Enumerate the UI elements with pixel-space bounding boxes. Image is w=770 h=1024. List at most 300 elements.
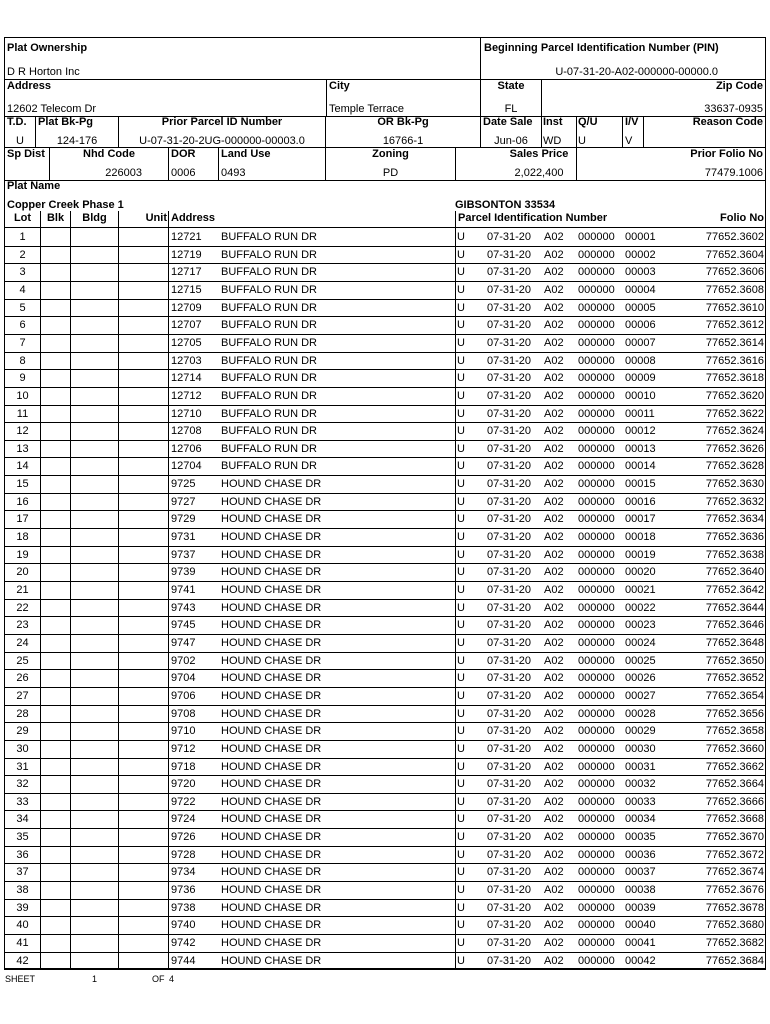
lot-cell: 20 [16, 566, 29, 578]
folio-cell: 77652.3626 [705, 443, 764, 455]
pin-section-cell: 07-31-20 [487, 584, 532, 596]
inst-label: Inst [543, 116, 563, 128]
land-use-label: Land Use [221, 148, 271, 160]
street-number-cell: 12717 [171, 266, 202, 278]
street-number-cell: 9745 [171, 619, 196, 631]
td-cell: U [457, 408, 465, 420]
street-name-cell: HOUND CHASE DR [221, 866, 322, 878]
street-number-cell: 9734 [171, 866, 196, 878]
td-cell: U [457, 796, 465, 808]
street-number-cell: 12704 [171, 460, 202, 472]
folio-cell: 77652.3608 [705, 284, 764, 296]
td-cell: U [457, 849, 465, 861]
col-blk-header: Blk [46, 212, 65, 224]
td-cell: U [457, 725, 465, 737]
pin-code-cell: A02 [544, 849, 564, 861]
pin-lot-cell: 00021 [625, 584, 656, 596]
street-name-cell: BUFFALO RUN DR [221, 231, 317, 243]
pin-lot-cell: 00029 [625, 725, 656, 737]
folio-cell: 77652.3664 [705, 778, 764, 790]
street-name-cell: HOUND CHASE DR [221, 672, 322, 684]
street-number-cell: 9712 [171, 743, 196, 755]
row-rule [4, 528, 766, 529]
pin-lot-cell: 00025 [625, 655, 656, 667]
lot-cell: 41 [16, 937, 29, 949]
row-rule [4, 316, 766, 317]
plat-ownership-label: Plat Ownership [7, 42, 88, 54]
pin-section-cell: 07-31-20 [487, 884, 532, 896]
street-name-cell: HOUND CHASE DR [221, 813, 322, 825]
pin-block-cell: 000000 [578, 408, 615, 420]
row-rule [4, 299, 766, 300]
pin-block-cell: 000000 [578, 302, 615, 314]
pin-code-cell: A02 [544, 708, 564, 720]
street-number-cell: 12714 [171, 372, 202, 384]
street-name-cell: HOUND CHASE DR [221, 531, 322, 543]
prior-parcel-value: U-07-31-20-2UG-000000-00003.0 [139, 135, 305, 147]
street-number-cell: 9744 [171, 955, 196, 967]
row-rule [4, 652, 766, 653]
folio-cell: 77652.3646 [705, 619, 764, 631]
pin-block-cell: 000000 [578, 708, 615, 720]
city-label: City [329, 80, 350, 92]
pin-section-cell: 07-31-20 [487, 443, 532, 455]
street-name-cell: HOUND CHASE DR [221, 955, 322, 967]
col-address-header: Address [171, 212, 216, 224]
row-rule [4, 687, 766, 688]
pin-lot-cell: 00041 [625, 937, 656, 949]
pin-code-cell: A02 [544, 655, 564, 667]
pin-code-cell: A02 [544, 513, 564, 525]
pin-block-cell: 000000 [578, 761, 615, 773]
td-cell: U [457, 708, 465, 720]
qu-label: Q/U [578, 116, 598, 128]
pin-section-cell: 07-31-20 [487, 372, 532, 384]
pin-section-cell: 07-31-20 [487, 496, 532, 508]
folio-cell: 77652.3670 [705, 831, 764, 843]
pin-code-cell: A02 [544, 302, 564, 314]
pin-lot-cell: 00024 [625, 637, 656, 649]
lot-cell: 17 [16, 513, 29, 525]
street-name-cell: HOUND CHASE DR [221, 743, 322, 755]
td-cell: U [457, 761, 465, 773]
pin-lot-cell: 00012 [625, 425, 656, 437]
lot-cell: 21 [16, 584, 29, 596]
folio-cell: 77652.3614 [705, 337, 764, 349]
td-cell: U [457, 743, 465, 755]
folio-cell: 77652.3658 [705, 725, 764, 737]
row-rule [4, 581, 766, 582]
lot-cell: 3 [19, 266, 26, 278]
street-number-cell: 9706 [171, 690, 196, 702]
pin-block-cell: 000000 [578, 690, 615, 702]
pin-lot-cell: 00004 [625, 284, 656, 296]
street-number-cell: 9710 [171, 725, 196, 737]
lot-cell: 5 [19, 302, 26, 314]
pin-block-cell: 000000 [578, 319, 615, 331]
pin-block-cell: 000000 [578, 937, 615, 949]
lot-cell: 8 [19, 355, 26, 367]
pin-section-cell: 07-31-20 [487, 302, 532, 314]
lot-cell: 4 [19, 284, 26, 296]
pin-section-cell: 07-31-20 [487, 425, 532, 437]
pin-lot-cell: 00013 [625, 443, 656, 455]
prior-parcel-label: Prior Parcel ID Number [161, 116, 283, 128]
td-cell: U [457, 778, 465, 790]
lot-cell: 34 [16, 813, 29, 825]
pin-lot-cell: 00009 [625, 372, 656, 384]
pin-lot-cell: 00011 [625, 408, 655, 420]
folio-cell: 77652.3666 [705, 796, 764, 808]
pin-code-cell: A02 [544, 672, 564, 684]
row-rule [4, 775, 766, 776]
pin-code-cell: A02 [544, 619, 564, 631]
row-rule [4, 758, 766, 759]
street-number-cell: 9727 [171, 496, 196, 508]
pin-code-cell: A02 [544, 337, 564, 349]
folio-cell: 77652.3656 [705, 708, 764, 720]
address-value: 12602 Telecom Dr [7, 103, 97, 115]
td-cell: U [457, 496, 465, 508]
pin-code-cell: A02 [544, 725, 564, 737]
pin-lot-cell: 00002 [625, 249, 656, 261]
pin-code-cell: A02 [544, 355, 564, 367]
td-cell: U [457, 619, 465, 631]
pin-section-cell: 07-31-20 [487, 619, 532, 631]
plat-bkpg-label: Plat Bk-Pg [38, 116, 94, 128]
street-name-cell: HOUND CHASE DR [221, 549, 322, 561]
qu-value: U [578, 135, 586, 147]
street-name-cell: BUFFALO RUN DR [221, 337, 317, 349]
street-number-cell: 12715 [171, 284, 202, 296]
td-label: T.D. [7, 116, 27, 128]
row-rule [4, 475, 766, 476]
street-number-cell: 9738 [171, 902, 196, 914]
pin-block-cell: 000000 [578, 284, 615, 296]
folio-cell: 77652.3602 [705, 231, 764, 243]
land-use-value: 0493 [221, 167, 246, 179]
folio-cell: 77652.3612 [705, 319, 764, 331]
lot-cell: 26 [16, 672, 29, 684]
folio-cell: 77652.3642 [705, 584, 764, 596]
td-cell: U [457, 337, 465, 349]
street-name-cell: HOUND CHASE DR [221, 708, 322, 720]
dor-value: 0006 [171, 167, 196, 179]
lot-cell: 30 [16, 743, 29, 755]
pin-lot-cell: 00039 [625, 902, 656, 914]
td-cell: U [457, 866, 465, 878]
pin-block-cell: 000000 [578, 496, 615, 508]
street-number-cell: 12712 [171, 390, 202, 402]
pin-code-cell: A02 [544, 478, 564, 490]
pin-code-cell: A02 [544, 866, 564, 878]
row-rule [4, 969, 766, 970]
td-cell: U [457, 478, 465, 490]
pin-section-cell: 07-31-20 [487, 337, 532, 349]
nhd-code-label: Nhd Code [83, 148, 135, 160]
iv-label: I/V [625, 116, 639, 128]
pin-section-cell: 07-31-20 [487, 531, 532, 543]
row-rule [4, 546, 766, 547]
lot-cell: 37 [16, 866, 29, 878]
pin-lot-cell: 00017 [625, 513, 656, 525]
pin-code-cell: A02 [544, 284, 564, 296]
street-number-cell: 9720 [171, 778, 196, 790]
street-name-cell: HOUND CHASE DR [221, 849, 322, 861]
pin-section-cell: 07-31-20 [487, 955, 532, 967]
pin-block-cell: 000000 [578, 902, 615, 914]
pin-block-cell: 000000 [578, 813, 615, 825]
street-number-cell: 12709 [171, 302, 202, 314]
address-label: Address [7, 80, 52, 92]
street-number-cell: 9724 [171, 813, 196, 825]
pin-block-cell: 000000 [578, 955, 615, 967]
date-sale-value: Jun-06 [494, 135, 528, 147]
street-number-cell: 9729 [171, 513, 196, 525]
pin-block-cell: 000000 [578, 743, 615, 755]
street-number-cell: 9747 [171, 637, 196, 649]
pin-lot-cell: 00037 [625, 866, 656, 878]
row-rule [4, 846, 766, 847]
pin-code-cell: A02 [544, 460, 564, 472]
td-cell: U [457, 549, 465, 561]
lot-cell: 18 [16, 531, 29, 543]
td-cell: U [457, 231, 465, 243]
pin-lot-cell: 00028 [625, 708, 656, 720]
pin-block-cell: 000000 [578, 231, 615, 243]
lot-cell: 11 [16, 408, 29, 420]
zoning-label: Zoning [372, 148, 409, 160]
pin-block-cell: 000000 [578, 919, 615, 931]
pin-lot-cell: 00033 [625, 796, 656, 808]
nhd-code-value: 226003 [105, 167, 142, 179]
or-bkpg-value: 16766-1 [382, 135, 424, 147]
lot-cell: 22 [16, 602, 29, 614]
pin-section-cell: 07-31-20 [487, 937, 532, 949]
street-number-cell: 9725 [171, 478, 196, 490]
street-name-cell: HOUND CHASE DR [221, 496, 322, 508]
sheet-total: 4 [169, 974, 175, 984]
zip-label: Zip Code [715, 80, 763, 92]
td-cell: U [457, 390, 465, 402]
pin-code-cell: A02 [544, 443, 564, 455]
row-rule [4, 563, 766, 564]
pin-section-cell: 07-31-20 [487, 549, 532, 561]
row-rule [4, 634, 766, 635]
pin-section-cell: 07-31-20 [487, 919, 532, 931]
td-cell: U [457, 355, 465, 367]
pin-section-cell: 07-31-20 [487, 319, 532, 331]
sheet-label: SHEET [5, 974, 36, 984]
row-rule [4, 881, 766, 882]
td-cell: U [457, 302, 465, 314]
col-unit-header: Unit [145, 212, 167, 224]
row-rule [4, 457, 766, 458]
pin-block-cell: 000000 [578, 531, 615, 543]
pin-section-cell: 07-31-20 [487, 408, 532, 420]
folio-cell: 77652.3680 [705, 919, 764, 931]
folio-cell: 77652.3684 [705, 955, 764, 967]
folio-cell: 77652.3624 [705, 425, 764, 437]
plat-bkpg-value: 124-176 [56, 135, 98, 147]
pin-section-cell: 07-31-20 [487, 902, 532, 914]
pin-code-cell: A02 [544, 319, 564, 331]
pin-section-cell: 07-31-20 [487, 637, 532, 649]
lot-cell: 9 [19, 372, 26, 384]
pin-lot-cell: 00018 [625, 531, 656, 543]
col-pin-header: Parcel Identification Number [458, 212, 608, 224]
pin-section-cell: 07-31-20 [487, 672, 532, 684]
pin-code-cell: A02 [544, 408, 564, 420]
pin-code-cell: A02 [544, 690, 564, 702]
street-name-cell: BUFFALO RUN DR [221, 355, 317, 367]
td-cell: U [457, 425, 465, 437]
folio-cell: 77652.3662 [705, 761, 764, 773]
street-name-cell: BUFFALO RUN DR [221, 425, 317, 437]
pin-lot-cell: 00005 [625, 302, 656, 314]
street-number-cell: 12708 [171, 425, 202, 437]
pin-block-cell: 000000 [578, 655, 615, 667]
of-label: OF [152, 974, 165, 984]
owner-value: D R Horton Inc [7, 66, 80, 78]
lot-cell: 12 [16, 425, 29, 437]
state-label: State [497, 80, 525, 92]
td-cell: U [457, 249, 465, 261]
row-rule [4, 863, 766, 864]
pin-lot-cell: 00003 [625, 266, 656, 278]
lot-cell: 33 [16, 796, 29, 808]
pin-section-cell: 07-31-20 [487, 778, 532, 790]
street-name-cell: HOUND CHASE DR [221, 690, 322, 702]
street-name-cell: HOUND CHASE DR [221, 919, 322, 931]
lot-cell: 42 [16, 955, 29, 967]
state-value: FL [504, 103, 518, 115]
folio-cell: 77652.3634 [705, 513, 764, 525]
date-sale-label: Date Sale [483, 116, 533, 128]
street-number-cell: 9743 [171, 602, 196, 614]
td-cell: U [457, 584, 465, 596]
pin-block-cell: 000000 [578, 725, 615, 737]
iv-value: V [625, 135, 633, 147]
pin-block-cell: 000000 [578, 637, 615, 649]
pin-code-cell: A02 [544, 919, 564, 931]
street-number-cell: 12707 [171, 319, 202, 331]
street-number-cell: 12721 [171, 231, 202, 243]
street-name-cell: BUFFALO RUN DR [221, 266, 317, 278]
lot-cell: 29 [16, 725, 29, 737]
pin-section-cell: 07-31-20 [487, 478, 532, 490]
lot-cell: 10 [16, 390, 29, 402]
street-number-cell: 9704 [171, 672, 196, 684]
lot-cell: 28 [16, 708, 29, 720]
pin-lot-cell: 00007 [625, 337, 656, 349]
pin-code-cell: A02 [544, 884, 564, 896]
lot-cell: 6 [19, 319, 26, 331]
street-name-cell: BUFFALO RUN DR [221, 390, 317, 402]
pin-lot-cell: 00020 [625, 566, 656, 578]
pin-lot-cell: 00031 [625, 761, 656, 773]
dor-label: DOR [171, 148, 196, 160]
lot-cell: 35 [16, 831, 29, 843]
pin-lot-cell: 00008 [625, 355, 656, 367]
street-name-cell: HOUND CHASE DR [221, 513, 322, 525]
street-number-cell: 9740 [171, 919, 196, 931]
pin-code-cell: A02 [544, 637, 564, 649]
folio-cell: 77652.3678 [705, 902, 764, 914]
pin-code-cell: A02 [544, 266, 564, 278]
zoning-value: PD [382, 167, 399, 179]
pin-lot-cell: 00023 [625, 619, 656, 631]
pin-code-cell: A02 [544, 231, 564, 243]
spdist-label: Sp Dist [7, 148, 45, 160]
plat-name-label: Plat Name [7, 180, 61, 192]
street-name-cell: HOUND CHASE DR [221, 884, 322, 896]
folio-cell: 77652.3610 [705, 302, 764, 314]
street-number-cell: 12705 [171, 337, 202, 349]
pin-lot-cell: 00015 [625, 478, 656, 490]
folio-cell: 77652.3620 [705, 390, 764, 402]
pin-section-cell: 07-31-20 [487, 266, 532, 278]
pin-code-cell: A02 [544, 778, 564, 790]
pin-section-cell: 07-31-20 [487, 655, 532, 667]
lot-cell: 2 [19, 249, 26, 261]
street-name-cell: HOUND CHASE DR [221, 478, 322, 490]
pin-section-cell: 07-31-20 [487, 690, 532, 702]
pin-block-cell: 000000 [578, 866, 615, 878]
td-cell: U [457, 919, 465, 931]
pin-code-cell: A02 [544, 584, 564, 596]
street-number-cell: 9708 [171, 708, 196, 720]
pin-block-cell: 000000 [578, 584, 615, 596]
folio-cell: 77652.3604 [705, 249, 764, 261]
pin-block-cell: 000000 [578, 266, 615, 278]
pin-block-cell: 000000 [578, 619, 615, 631]
pin-block-cell: 000000 [578, 337, 615, 349]
pin-lot-cell: 00030 [625, 743, 656, 755]
pin-lot-cell: 00032 [625, 778, 656, 790]
col-bldg-header: Bldg [82, 212, 107, 224]
street-name-cell: HOUND CHASE DR [221, 937, 322, 949]
pin-section-cell: 07-31-20 [487, 390, 532, 402]
street-name-cell: BUFFALO RUN DR [221, 302, 317, 314]
pin-lot-cell: 00010 [625, 390, 656, 402]
row-rule [4, 422, 766, 423]
folio-cell: 77652.3650 [705, 655, 764, 667]
lot-cell: 25 [16, 655, 29, 667]
pin-lot-cell: 00027 [625, 690, 656, 702]
street-name-cell: BUFFALO RUN DR [221, 319, 317, 331]
td-cell: U [457, 443, 465, 455]
pin-code-cell: A02 [544, 566, 564, 578]
sales-price-label: Sales Price [509, 148, 569, 160]
row-rule [4, 369, 766, 370]
street-number-cell: 12710 [171, 408, 202, 420]
street-number-cell: 9728 [171, 849, 196, 861]
pin-block-cell: 000000 [578, 460, 615, 472]
street-name-cell: BUFFALO RUN DR [221, 284, 317, 296]
pin-lot-cell: 00036 [625, 849, 656, 861]
pin-code-cell: A02 [544, 796, 564, 808]
pin-section-cell: 07-31-20 [487, 849, 532, 861]
row-rule [4, 281, 766, 282]
zip-value: 33637-0935 [704, 103, 763, 115]
lot-cell: 15 [16, 478, 29, 490]
folio-cell: 77652.3672 [705, 849, 764, 861]
row-rule [4, 899, 766, 900]
folio-cell: 77652.3644 [705, 602, 764, 614]
pin-section-cell: 07-31-20 [487, 743, 532, 755]
or-bkpg-label: OR Bk-Pg [377, 116, 429, 128]
